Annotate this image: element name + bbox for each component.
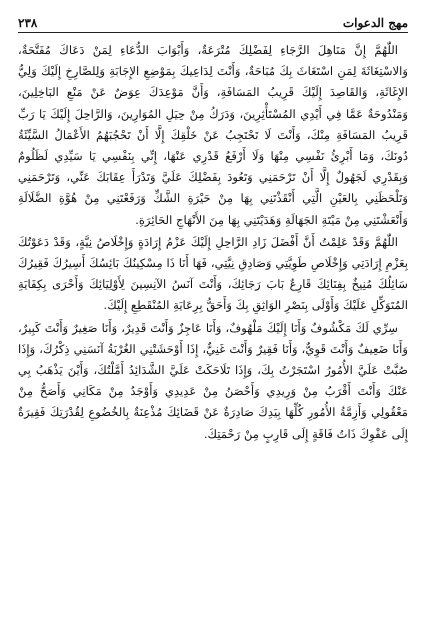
- running-title: مهج الدعوات: [342, 16, 408, 30]
- page-number: ٢٣٨: [18, 16, 38, 30]
- page-body: [18, 40, 408, 624]
- page-header: [18, 10, 408, 33]
- paragraph-2: اللّٰهُمَّ وَقَدْ عَلِمْتُ أَنَّ أَفْضَلَ زَادِ الرَّاحِلِ إِلَيْكَ عَزْمُ إِرَادَةٍ وَإِخْلَاصُ نِيَّةٍ، وَقَدْ دَعَوْتُكَ بِعَزْمِ إِرَادَتِي وَإِخْلَاصِ طَوِيَّتِي وَصَادِقِ نِيَّتِي، فَهَا أَنَا ذَا مِسْكِينُكَ بَائِسُكَ أَسِيرُكَ فَقِيرُكَ سَائِلُكَ مُنِيخٌ بِفِنَائِكَ قَارِعٌ بَابَ رَجَائِكَ، وَأَنْتَ آنَسُ الآنِسِينَ لِأَوْلِيَائِكَ وَأَحْرَى بِكِفَايَةِ المُتَوَكِّلِ عَلَيْكَ وَأَوْلَى بِنَصْرِ الوَاثِقِ بِكَ وَأَحَقُّ بِرِعَايَةِ المُنْقَطِعِ إِلَيْكَ.: [18, 234, 408, 313]
- paragraph-3: سِرِّي لَكَ مَكْشُوفٌ وَأَنَا إِلَيْكَ مَلْهُوفٌ، وَأَنَا عَاجِزٌ وَأَنْتَ قَدِيرٌ، وَأَنَا صَغِيرٌ وَأَنْتَ كَبِيرٌ، وَأَنَا ضَعِيفٌ وَأَنْتَ قَوِيٌّ، وَأَنَا فَقِيرٌ وَأَنْتَ غَنِيٌّ، إِذَا أَوْحَشَتْنِي الغُرْبَةُ آنَسَنِي ذِكْرُكَ، وَإِذَا صُبَّتْ عَلَيَّ الأُمُورُ اسْتَجَرْتُ بِكَ، وَإِذَا تَلَاحَكَتْ عَلَيَّ الشَّدَائِدُ أَمَّلْتُكَ، وَأَيْنَ يَذْهَبُ بِي عَنْكَ وَأَنْتَ أَقْرَبُ مِنْ وَرِيدِي وَأَحْصَنُ مِنْ عَدِيدِي وَأَوْجَدُ مِنْ مَكَانِي وَأَصَحُّ مِنْ مَعْقُولِي وَأَزِمَّةُ الأُمُورِ كُلِّهَا بِيَدِكَ صَادِرَةٌ عَنْ قَضَائِكَ مُذْعِنَةٌ بِالخُضُوعِ لِقُدْرَتِكَ فَقِيرَةٌ إِلَى عَفْوِكَ ذَاتُ فَاقَةٍ إِلَى قَارِبٍ مِنْ رَحْمَتِكَ.: [18, 320, 408, 441]
- paragraph-1: اللّٰهُمَّ إِنَّ مَنَاهِلَ الرَّجَاءِ لِفَضْلِكَ مُتْرَعَةٌ، وَأَبْوَابَ الدُّعَاءِ لِمَنْ دَعَاكَ مُفَتَّحَةٌ، وَالاسْتِغَاثَةَ لِمَنِ اسْتَغَاثَ بِكَ مُبَاحَةٌ، وَأَنْتَ لِدَاعِيكَ بِمَوْضِعِ الإِجَابَةِ وَلِلصَّارِخِ إِلَيْكَ وَلِيُّ الإِغَاثَةِ، وَالقَاصِدَ إِلَيْكَ قَرِيبُ المَسَافَةِ، وَأَنَّ مَوْعِدَكَ عِوَضٌ عَنْ مَنْعِ البَاخِلِينَ، وَمَنْدُوحَةٌ عَمَّا فِي أَيْدِي المُسْتَأْثِرِينَ، وَدَرَكُ مِنْ حِيَلِ المُوَارِينَ، وَالرَّاحِلَ إِلَيْكَ يَا رَبِّ قَرِيبُ المَسَافَةِ مِنْكَ، وَأَنْتَ لَا تَحْتَجِبُ عَنْ خَلْقِكَ إِلَّا أَنْ تَحْجُبَهُمُ الأَعْمَالُ السَّيِّئَةُ دُونَكَ، وَمَا أَبْرِئُ نَفْسِي مِنْهَا وَلَا أَرْفَعُ قَدْرِي عَنْهَا، إِنِّي بِنَفْسِي يَا سَيِّدِي لَظَلُومٌ وَبِقَدْرِي لَجَهُولٌ إِلَّا أَنْ تَرْحَمَنِي وَتَعُودَ بِفَضْلِكَ عَلَيَّ وَتَدْرَأَ عِقَابَكَ عَنِّي، وَتَرْحَمَنِي وَتَلْحَظَنِي بِالعَيْنِ الَّتِي أَنْقَذْتَنِي بِهَا مِنْ حَيْرَةِ الشَّكِّ وَرَفَعْتَنِي مِنْ هُوَّةِ الضَّلَالَةِ وَأَنْعَشْتَنِي مِنْ مَيْتَةِ الجَهَالَةِ وَهَدَيْتَنِي بِهَا مِنَ الأَنْهَاجِ الحَائِرَةِ.: [18, 43, 408, 227]
